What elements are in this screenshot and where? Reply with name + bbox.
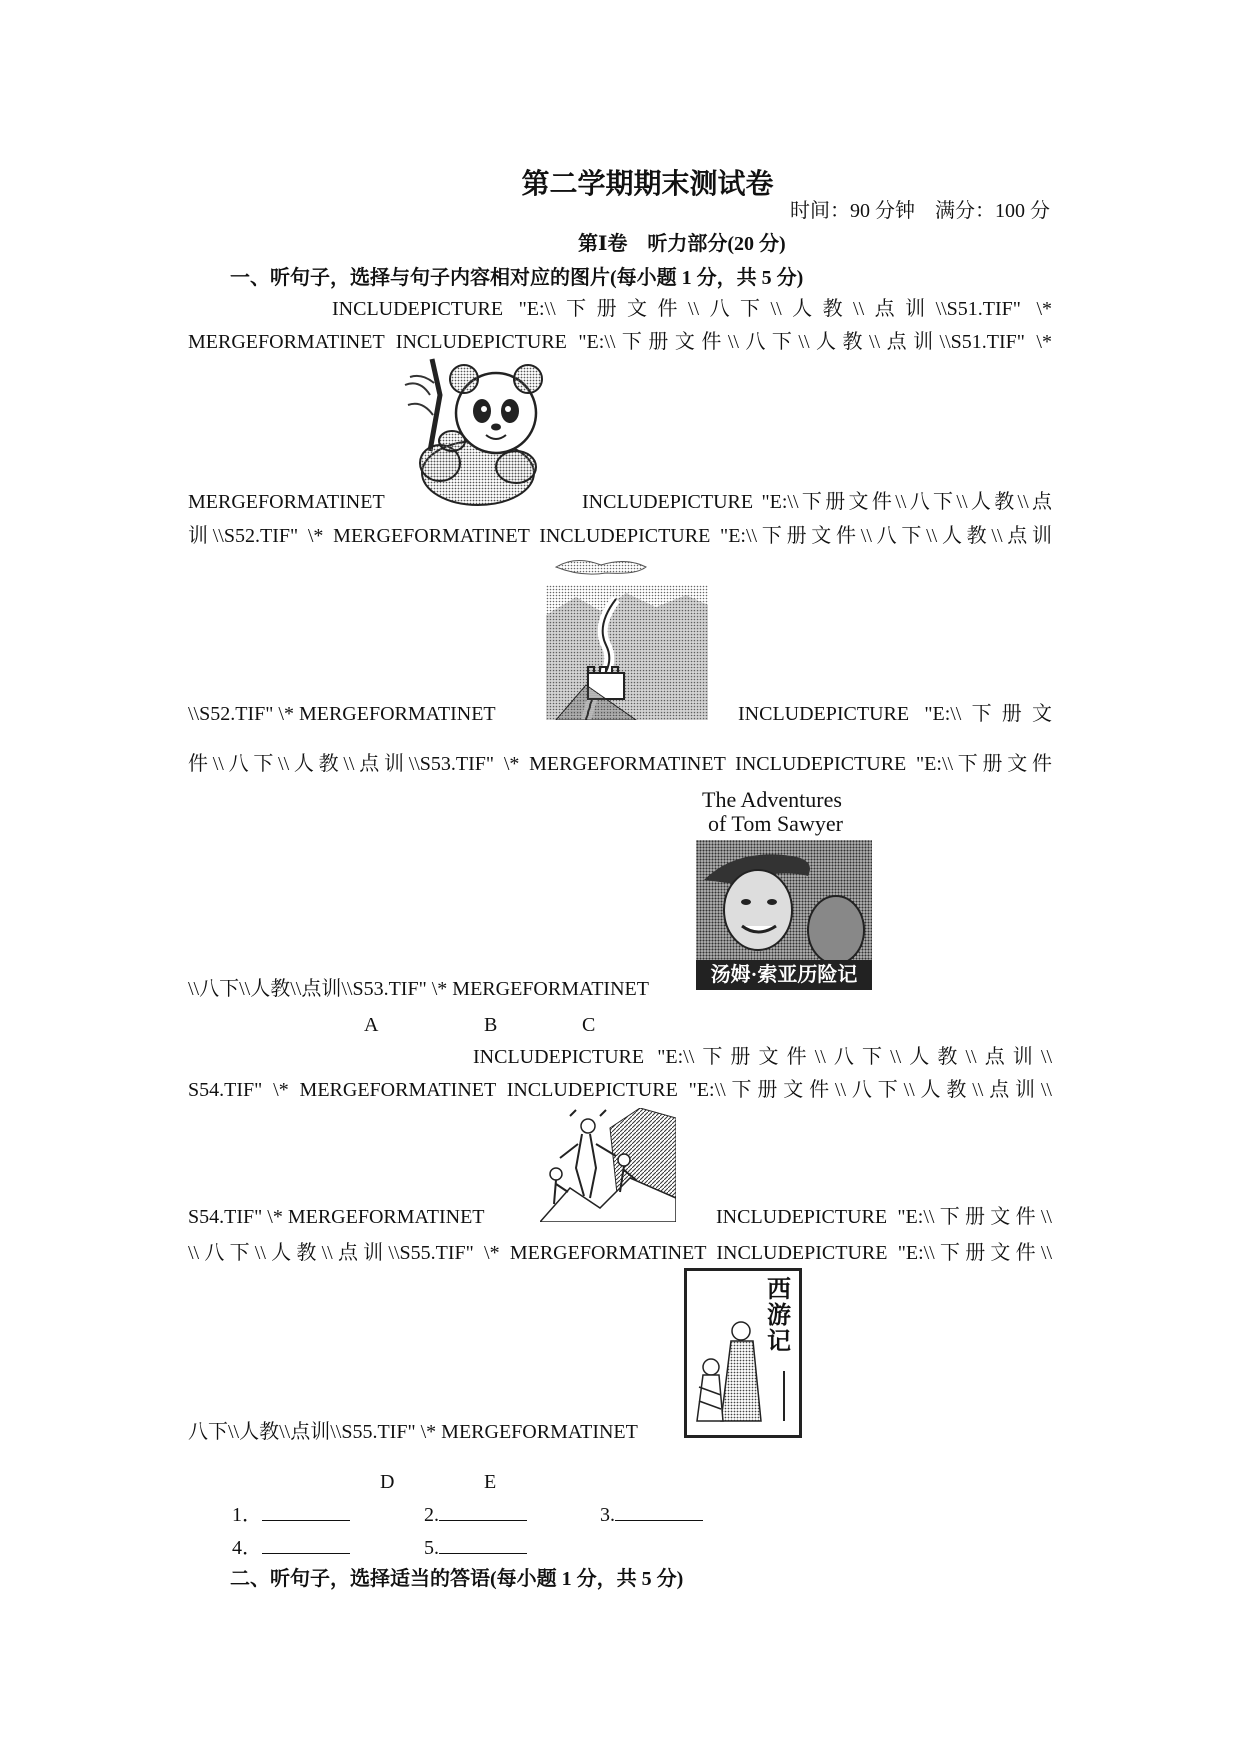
field-code-line: \\八下\\人教\\点训\\S53.TIF" \* MERGEFORMATINET bbox=[188, 978, 649, 1000]
answer-blank[interactable] bbox=[262, 1502, 350, 1521]
tom-sawyer-book-cover bbox=[696, 784, 872, 990]
mountain-climbing-picture bbox=[540, 1108, 676, 1222]
field-code-line: MERGEFORMATINET bbox=[188, 491, 385, 513]
answer-number: 4． bbox=[232, 1537, 262, 1559]
answer-number: 5. bbox=[424, 1537, 439, 1559]
panda-picture bbox=[400, 355, 562, 507]
field-code-line: \\八下\\人教\\点训\\S55.TIF" \* MERGEFORMATINET INCLUDEPICTURE "E:\\下册文件\\ bbox=[188, 1242, 1052, 1264]
field-code-line: 训\\S52.TIF" \* MERGEFORMATINET INCLUDEPICTURE "E:\\下册文件\\八下\\人教\\点训 bbox=[188, 525, 1052, 547]
section1-heading: 一、听句子，选择与句子内容相对应的图片(每小题 1 分，共 5 分) bbox=[230, 267, 804, 289]
book-portrait-illustration bbox=[696, 840, 872, 960]
book-title-ji: 记 bbox=[767, 1329, 791, 1355]
answer-blank[interactable] bbox=[262, 1535, 350, 1554]
part-title: 第Ⅰ卷 听力部分(20 分) bbox=[578, 233, 786, 255]
book-title-line: of Tom Sawyer bbox=[708, 811, 843, 836]
answer-5 bbox=[424, 1535, 527, 1560]
page-title: 第二学期期末测试卷 bbox=[521, 169, 774, 200]
section2-heading: 二、听句子，选择适当的答语(每小题 1 分，共 5 分) bbox=[230, 1568, 684, 1590]
field-code-line: INCLUDEPICTURE "E:\\下册文件\\ bbox=[716, 1206, 1052, 1228]
field-code-line: S54.TIF" \* MERGEFORMATINET bbox=[188, 1206, 485, 1228]
answer-blank[interactable] bbox=[615, 1502, 703, 1521]
option-letter-c: C bbox=[582, 1014, 596, 1036]
field-code-line: INCLUDEPICTURE "E:\\下册文件\\八下\\人教\\点训\\S51.TIF" \* bbox=[332, 298, 1052, 320]
field-code-line: 件\\八下\\人教\\点训\\S53.TIF" \* MERGEFORMATINET INCLUDEPICTURE "E:\\下册文件 bbox=[188, 753, 1052, 775]
option-letter-b: B bbox=[484, 1014, 498, 1036]
field-code-line: S54.TIF" \* MERGEFORMATINET INCLUDEPICTURE "E:\\下册文件\\八下\\人教\\点训\\ bbox=[188, 1079, 1052, 1101]
answer-3 bbox=[600, 1502, 703, 1527]
time-info: 时间：90 分钟 满分：100 分 bbox=[790, 200, 1050, 222]
field-code-line: 八下\\人教\\点训\\S55.TIF" \* MERGEFORMATINET bbox=[188, 1421, 638, 1443]
book-title-xi: 西 bbox=[767, 1277, 791, 1303]
option-letter-e: E bbox=[484, 1471, 497, 1493]
answer-number: 1． bbox=[232, 1504, 262, 1526]
great-wall-picture bbox=[546, 555, 708, 720]
book-title-line: The Adventures bbox=[702, 787, 842, 812]
field-code-line: \\S52.TIF" \* MERGEFORMATINET bbox=[188, 703, 496, 725]
answer-number: 3. bbox=[600, 1504, 615, 1526]
option-letter-a: A bbox=[364, 1014, 379, 1036]
answer-2 bbox=[424, 1502, 527, 1527]
answer-blank[interactable] bbox=[439, 1502, 527, 1521]
field-code-line: MERGEFORMATINET INCLUDEPICTURE "E:\\下册文件\\八下\\人教\\点训\\S51.TIF" \* bbox=[188, 331, 1052, 353]
book-characters-illustration bbox=[691, 1311, 771, 1431]
book-title-you: 游 bbox=[767, 1303, 791, 1329]
field-code-line: INCLUDEPICTURE "E:\\下册文件\\八下\\人教\\点 bbox=[582, 491, 1052, 513]
xiyouji-book-cover bbox=[684, 1268, 802, 1438]
field-code-line: INCLUDEPICTURE "E:\\下册文件\\八下\\人教\\点训\\ bbox=[473, 1046, 1052, 1068]
answer-blank[interactable] bbox=[439, 1535, 527, 1554]
option-letter-d: D bbox=[380, 1471, 395, 1493]
answer-4 bbox=[232, 1535, 350, 1560]
book-subtitle: 汤姆·索亚历险记 bbox=[696, 960, 872, 990]
answer-number: 2. bbox=[424, 1504, 439, 1526]
answer-1 bbox=[232, 1502, 350, 1527]
field-code-line: INCLUDEPICTURE "E:\\下册文 bbox=[738, 703, 1052, 725]
